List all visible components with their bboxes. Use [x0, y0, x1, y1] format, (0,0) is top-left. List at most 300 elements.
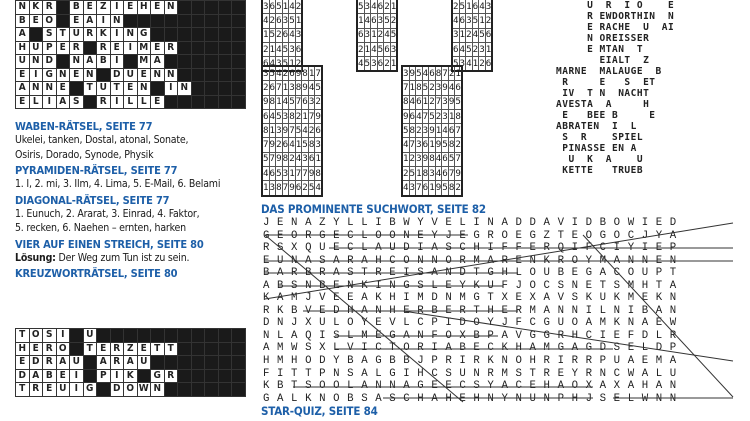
- crossword-cell: B: [70, 1, 84, 15]
- sudoku-cell: 9: [276, 152, 283, 166]
- sudoku-cell: 1: [459, 28, 466, 42]
- sudoku-cell: 3: [442, 95, 449, 109]
- sudoku-cell: 2: [269, 14, 276, 28]
- sudoku-cell: 6: [409, 109, 416, 123]
- sudoku-grid: [451, 0, 493, 72]
- sudoku-cell: 1: [295, 138, 302, 152]
- right-crossword-row: PINASSE EN A: [556, 143, 637, 154]
- word-search-row: A M W S X L V I C T O R I A B E C K H A M G A G D S E L D P: [263, 342, 677, 355]
- crossword-cell: T: [164, 342, 178, 356]
- sudoku-cell: 2: [295, 57, 302, 72]
- word-search-row: K A M J V E E A K H I M D N M G T X E X A V S K U K M E K N: [263, 292, 677, 305]
- sudoku-cell: 4: [308, 81, 315, 95]
- sudoku-cell: 9: [422, 152, 429, 166]
- crossword-cell: [178, 329, 192, 343]
- crossword-cell: T: [16, 329, 30, 343]
- crossword-cell: [205, 41, 219, 55]
- crossword-cell: [164, 329, 178, 343]
- sudoku-cell: 2: [416, 124, 423, 138]
- crossword-cell: [83, 41, 97, 55]
- sudoku-cell: 2: [384, 57, 391, 72]
- sudoku-row: [262, 109, 322, 123]
- crossword-cell: [205, 369, 219, 383]
- crossword-cell: Z: [97, 1, 111, 15]
- sudoku-cell: 4: [479, 0, 486, 14]
- sudoku-cell: 7: [262, 138, 269, 152]
- crossword-cell: [191, 55, 205, 69]
- sudoku-cell: 9: [269, 138, 276, 152]
- sudoku-cell: 3: [262, 0, 269, 14]
- crossword-cell: [178, 95, 192, 109]
- crossword-cell: E: [151, 41, 165, 55]
- crossword-cell: S: [70, 95, 84, 109]
- sudoku-cell: 4: [262, 167, 269, 181]
- sudoku-cell: 3: [466, 14, 473, 28]
- crossword-cell: L: [137, 95, 151, 109]
- crossword-cell: I: [110, 1, 124, 15]
- crossword-cell: E: [56, 41, 70, 55]
- crossword-cell: I: [110, 369, 124, 383]
- crossword-cell: [164, 356, 178, 370]
- solution-line: [15, 251, 245, 266]
- crossword-cell: E: [124, 82, 138, 96]
- crossword-cell: [83, 95, 97, 109]
- crossword-row: [16, 356, 246, 370]
- sudoku-cell: 6: [276, 14, 283, 28]
- sudoku-cell: 4: [452, 14, 459, 28]
- sudoku-cell: 6: [422, 181, 429, 196]
- section-line: 5. recken, 6. Naehen – ernten, harken: [15, 222, 186, 234]
- right-crossword-row: U K A U: [556, 154, 644, 165]
- sudoku-cell: 3: [276, 124, 283, 138]
- sudoku-cell: 4: [409, 95, 416, 109]
- sudoku-cell: 3: [282, 14, 289, 28]
- sudoku-cell: 3: [485, 0, 492, 14]
- crossword-cell: [97, 383, 111, 397]
- sudoku-cell: 6: [485, 57, 492, 72]
- sudoku-cell: 4: [472, 28, 479, 42]
- sudoku-cell: 6: [429, 66, 436, 81]
- crossword-cell: [205, 28, 219, 42]
- sudoku-cell: 7: [455, 124, 462, 138]
- sudoku-cell: 3: [429, 167, 436, 181]
- sudoku-cell: 9: [435, 138, 442, 152]
- crossword-cell: [70, 329, 84, 343]
- crossword-cell: [191, 68, 205, 82]
- crossword-cell: [205, 356, 219, 370]
- sudoku-cell: 8: [448, 181, 455, 196]
- word-search-row: F I T T P N S A L G I H C S U N R M S T R E Y R N C W A L U: [263, 367, 677, 380]
- right-crossword-row: MARNE MALAUGE B: [556, 66, 662, 77]
- crossword-cell: E: [110, 41, 124, 55]
- sudoku-cell: 2: [315, 95, 322, 109]
- sudoku-cell: 4: [402, 138, 409, 152]
- crossword-cell: [178, 41, 192, 55]
- section-vier: [15, 238, 245, 266]
- sudoku-cell: 4: [269, 109, 276, 123]
- crossword-cell: [178, 369, 192, 383]
- crossword-cell: N: [178, 82, 192, 96]
- sudoku-cell: 2: [282, 66, 289, 81]
- word-search-row: R S X Q U E C L A U D I A S C H I F F E R Q I F C I Y I E P: [263, 242, 677, 255]
- crossword-cell: [164, 383, 178, 397]
- sudoku-cell: 2: [452, 0, 459, 14]
- crossword-cell: A: [124, 356, 138, 370]
- crossword-cell: D: [16, 369, 30, 383]
- crossword-cell: [205, 329, 219, 343]
- crossword-cell: [110, 329, 124, 343]
- section-line: 1. Eunuch, 2. Ararat, 3. Einrad, 4. Faktor,: [15, 207, 200, 220]
- crossword-cell: T: [83, 82, 97, 96]
- word-search-row: A B S N B E N K I N G S L E Y K U F J O C S N E T S M H T A: [263, 279, 677, 292]
- sudoku-cell: 1: [422, 95, 429, 109]
- sudoku-cell: 1: [455, 66, 462, 81]
- crossword-cell: [232, 41, 246, 55]
- crossword-cell: E: [70, 68, 84, 82]
- sudoku-cell: 5: [289, 14, 296, 28]
- sudoku-cell: 5: [269, 28, 276, 42]
- sudoku-cell: 3: [390, 42, 397, 56]
- crossword-cell: [232, 28, 246, 42]
- sudoku-cell: 1: [485, 42, 492, 56]
- sudoku-cell: 9: [429, 124, 436, 138]
- crossword-cell: I: [110, 95, 124, 109]
- crossword-cell: L: [29, 95, 43, 109]
- crossword-cell: [191, 41, 205, 55]
- crossword-cell: [191, 82, 205, 96]
- sudoku-cell: 5: [262, 152, 269, 166]
- word-search-row: N L A Q I S L M E G A N F O X B P A V G G R H C I E F D L R: [263, 329, 677, 342]
- crossword-cell: [205, 1, 219, 15]
- sudoku-cell: 1: [402, 152, 409, 166]
- sudoku-row: [262, 81, 322, 95]
- sudoku-cell: 9: [315, 109, 322, 123]
- sudoku-cell: 4: [269, 57, 276, 72]
- sudoku-cell: 6: [289, 66, 296, 81]
- sudoku-cell: 4: [276, 66, 283, 81]
- sudoku-grid: [261, 0, 303, 72]
- sudoku-cell: 8: [308, 138, 315, 152]
- crossword-cell: [218, 383, 232, 397]
- sudoku-row: [262, 138, 322, 152]
- sudoku-cell: 2: [472, 42, 479, 56]
- crossword-cell: I: [70, 383, 84, 397]
- crossword-cell: [232, 82, 246, 96]
- crossword-cell: [205, 55, 219, 69]
- sudoku-cell: 5: [269, 66, 276, 81]
- sudoku-cell: 6: [452, 42, 459, 56]
- sudoku-cell: 8: [289, 109, 296, 123]
- crossword-cell: [191, 356, 205, 370]
- sudoku-cell: 8: [269, 95, 276, 109]
- sudoku-cell: 4: [276, 42, 283, 56]
- crossword-row: [16, 383, 246, 397]
- crossword-cell: [218, 82, 232, 96]
- sudoku-cell: 6: [371, 14, 378, 28]
- sudoku-row: [357, 28, 397, 42]
- sudoku-cell: 8: [262, 124, 269, 138]
- crossword-cell: U: [56, 383, 70, 397]
- sudoku-row: [402, 181, 462, 196]
- crossword-cell: [232, 1, 246, 15]
- crossword-cell: [232, 14, 246, 28]
- solution-label: Lösung:: [15, 251, 56, 264]
- right-crossword-row: R E S ET: [556, 77, 656, 88]
- crossword-cell: [70, 342, 84, 356]
- crossword-cell: P: [43, 41, 57, 55]
- crossword-cell: [70, 82, 84, 96]
- sudoku-cell: 6: [308, 152, 315, 166]
- sudoku-cell: 6: [269, 81, 276, 95]
- sudoku-cell: 4: [435, 167, 442, 181]
- crossword-cell: R: [97, 41, 111, 55]
- crossword-cell: A: [56, 95, 70, 109]
- crossword-cell: [56, 14, 70, 28]
- sudoku-cell: 5: [459, 0, 466, 14]
- crossword-cell: G: [151, 369, 165, 383]
- sudoku-cell: 6: [357, 28, 364, 42]
- sudoku-cell: 5: [452, 57, 459, 72]
- crossword-cell: R: [97, 95, 111, 109]
- sudoku-cell: 1: [429, 138, 436, 152]
- sudoku-row: [262, 14, 302, 28]
- sudoku-cell: 4: [384, 28, 391, 42]
- crossword-cell: [218, 342, 232, 356]
- right-crossword: [556, 0, 746, 196]
- sudoku-cell: 1: [269, 124, 276, 138]
- crossword-cell: N: [83, 68, 97, 82]
- crossword-cell: [29, 28, 43, 42]
- sudoku-cell: 5: [390, 28, 397, 42]
- word-search-row: G A L K N O B S A S C H A H E H N Y N U N P H J S E L W N N: [263, 392, 677, 405]
- sudoku-cell: 5: [295, 124, 302, 138]
- sudoku-cell: 5: [364, 57, 371, 72]
- crossword-cell: R: [43, 356, 57, 370]
- sudoku-cell: 2: [485, 14, 492, 28]
- sudoku-cell: 6: [416, 95, 423, 109]
- crossword-cell: N: [16, 1, 30, 15]
- crossword-cell: [124, 329, 138, 343]
- star-quiz-title: STAR-QUIZ, SEITE 84: [261, 404, 378, 418]
- section-kreuzwort: [15, 267, 245, 280]
- crossword-cell: [137, 329, 151, 343]
- crossword-cell: N: [164, 68, 178, 82]
- crossword-row: [16, 68, 246, 82]
- crossword-row: [16, 1, 246, 15]
- crossword-cell: O: [56, 342, 70, 356]
- sudoku-cell: 1: [364, 42, 371, 56]
- sudoku-cell: 3: [269, 181, 276, 196]
- crossword-cell: I: [56, 329, 70, 343]
- sudoku-cell: 1: [295, 14, 302, 28]
- sudoku-cell: 7: [422, 109, 429, 123]
- crossword-cell: R: [110, 356, 124, 370]
- sudoku-cell: 5: [422, 81, 429, 95]
- sudoku-cell: 5: [384, 14, 391, 28]
- sudoku-grid: [356, 0, 398, 72]
- crossword-cell: A: [16, 28, 30, 42]
- section-title: KREUZWORTRÄTSEL, SEITE 80: [15, 267, 178, 280]
- crossword-cell: E: [56, 369, 70, 383]
- sudoku-cell: 7: [448, 167, 455, 181]
- sudoku-cell: 4: [262, 14, 269, 28]
- sudoku-row: [262, 167, 322, 181]
- sudoku-cell: 1: [390, 57, 397, 72]
- sudoku-cell: 2: [295, 109, 302, 123]
- sudoku-cell: 7: [455, 152, 462, 166]
- crossword-cell: M: [137, 55, 151, 69]
- sudoku-cell: 1: [315, 152, 322, 166]
- crossword-cell: O: [124, 383, 138, 397]
- sudoku-cell: 5: [429, 109, 436, 123]
- crossword-cell: [218, 1, 232, 15]
- sudoku-row: [402, 152, 462, 166]
- word-search-row: G E O R G E C L O O N E Y J E G R O E G Z T E O G O C J Y A: [263, 229, 677, 242]
- crossword-cell: U: [70, 356, 84, 370]
- crossword-cell: R: [29, 383, 43, 397]
- crossword-cell: D: [43, 55, 57, 69]
- crossword-cell: [205, 82, 219, 96]
- sudoku-cell: 3: [435, 81, 442, 95]
- sudoku-cell: 9: [442, 81, 449, 95]
- crossword-cell: U: [70, 28, 84, 42]
- sudoku-cell: 3: [416, 152, 423, 166]
- crossword-cell: I: [43, 95, 57, 109]
- crossword-row: [16, 41, 246, 55]
- sudoku-cell: 5: [472, 14, 479, 28]
- sudoku-cell: 4: [466, 57, 473, 72]
- crossword-cell: D: [110, 68, 124, 82]
- sudoku-cell: 3: [308, 95, 315, 109]
- crossword-cell: E: [97, 342, 111, 356]
- sudoku-cell: 3: [402, 66, 409, 81]
- crossword-cell: U: [97, 82, 111, 96]
- crossword-cell: A: [56, 356, 70, 370]
- crossword-cell: [232, 95, 246, 109]
- sudoku-cell: 4: [289, 28, 296, 42]
- crossword-cell: I: [110, 55, 124, 69]
- crossword-cell: U: [29, 41, 43, 55]
- crossword-cell: E: [16, 95, 30, 109]
- sudoku-cell: 8: [416, 81, 423, 95]
- crossword-row: [16, 55, 246, 69]
- sudoku-cell: 8: [448, 138, 455, 152]
- sudoku-cell: 7: [295, 95, 302, 109]
- section-line: 1. I, 2. mi, 3. Ilm, 4. Lima, 5. E-Mail, 6. Belami: [15, 178, 221, 190]
- sudoku-grid: [261, 65, 323, 197]
- sudoku-cell: 2: [262, 81, 269, 95]
- sudoku-cell: 8: [422, 167, 429, 181]
- crossword-cell: A: [97, 356, 111, 370]
- sudoku-cell: 3: [479, 42, 486, 56]
- sudoku-cell: 8: [295, 81, 302, 95]
- sudoku-cell: 6: [377, 57, 384, 72]
- sudoku-cell: 3: [459, 57, 466, 72]
- sudoku-cell: 5: [416, 66, 423, 81]
- crossword-cell: [218, 55, 232, 69]
- solution-text: Der Weg zum Tun ist zu sein.: [55, 251, 190, 264]
- sudoku-cell: 4: [364, 14, 371, 28]
- right-crossword-row: KETTE TRUEB: [556, 165, 644, 176]
- crossword-cell: [191, 95, 205, 109]
- sudoku-cell: 5: [276, 0, 283, 14]
- crossword-cell: [178, 1, 192, 15]
- crossword-cell: E: [70, 14, 84, 28]
- crossword-cell: R: [164, 369, 178, 383]
- sudoku-cell: 6: [455, 81, 462, 95]
- sudoku-cell: 2: [409, 152, 416, 166]
- crossword-cell: [218, 28, 232, 42]
- sudoku-cell: 8: [315, 167, 322, 181]
- sudoku-cell: 2: [455, 181, 462, 196]
- sudoku-cell: 6: [295, 42, 302, 56]
- sudoku-cell: 1: [409, 81, 416, 95]
- sudoku-cell: 7: [416, 181, 423, 196]
- crossword-cell: [191, 14, 205, 28]
- crossword-cell: [164, 55, 178, 69]
- sudoku-cell: 5: [442, 138, 449, 152]
- crossword-cell: T: [83, 342, 97, 356]
- sudoku-row: [262, 152, 322, 166]
- crossword-cell: U: [83, 329, 97, 343]
- sudoku-cell: 4: [371, 0, 378, 14]
- crossword-cell: B: [16, 14, 30, 28]
- crossword-cell: R: [43, 1, 57, 15]
- sudoku-cell: 8: [276, 181, 283, 196]
- sudoku-row: [357, 57, 397, 72]
- sudoku-row: [262, 181, 322, 196]
- sudoku-cell: 9: [409, 66, 416, 81]
- sudoku-row: [262, 95, 322, 109]
- crossword-cell: G: [83, 383, 97, 397]
- sudoku-cell: 1: [448, 109, 455, 123]
- sudoku-cell: 6: [448, 124, 455, 138]
- sudoku-row: [262, 0, 302, 14]
- sudoku-cell: 2: [276, 28, 283, 42]
- sudoku-cell: 9: [302, 81, 309, 95]
- sudoku-cell: 4: [282, 95, 289, 109]
- sudoku-cell: 3: [276, 57, 283, 72]
- sudoku-cell: 6: [315, 124, 322, 138]
- sudoku-cell: 1: [416, 167, 423, 181]
- sudoku-row: [402, 81, 462, 95]
- crossword-cell: E: [56, 82, 70, 96]
- word-search-row: B A R B R A S T R E I S A N D T G H L O U B E G A C O U P T: [263, 267, 677, 280]
- word-search-grid: [263, 217, 745, 405]
- sudoku-cell: 3: [442, 109, 449, 123]
- crossword-cell: [178, 55, 192, 69]
- sudoku-cell: 6: [472, 0, 479, 14]
- sudoku-cell: 1: [435, 124, 442, 138]
- crossword-cell: [137, 14, 151, 28]
- sudoku-cell: 2: [390, 14, 397, 28]
- sudoku-cell: 4: [448, 81, 455, 95]
- right-crossword-row: R EWDORTHIN N: [556, 11, 675, 22]
- section-line: Osiris, Dorado, Synode, Physik: [15, 148, 154, 161]
- kreuzwort-grid: [15, 328, 246, 397]
- crossword-cell: [218, 68, 232, 82]
- crossword-cell: D: [29, 356, 43, 370]
- sudoku-cell: 3: [282, 109, 289, 123]
- answers-column: [15, 120, 245, 280]
- crossword-cell: [218, 369, 232, 383]
- right-crossword-row: E RACHE U AI: [556, 22, 675, 33]
- sudoku-cell: 6: [282, 28, 289, 42]
- sudoku-cell: 9: [282, 124, 289, 138]
- sudoku-cell: 7: [402, 81, 409, 95]
- crossword-cell: N: [151, 383, 165, 397]
- crossword-cell: E: [151, 95, 165, 109]
